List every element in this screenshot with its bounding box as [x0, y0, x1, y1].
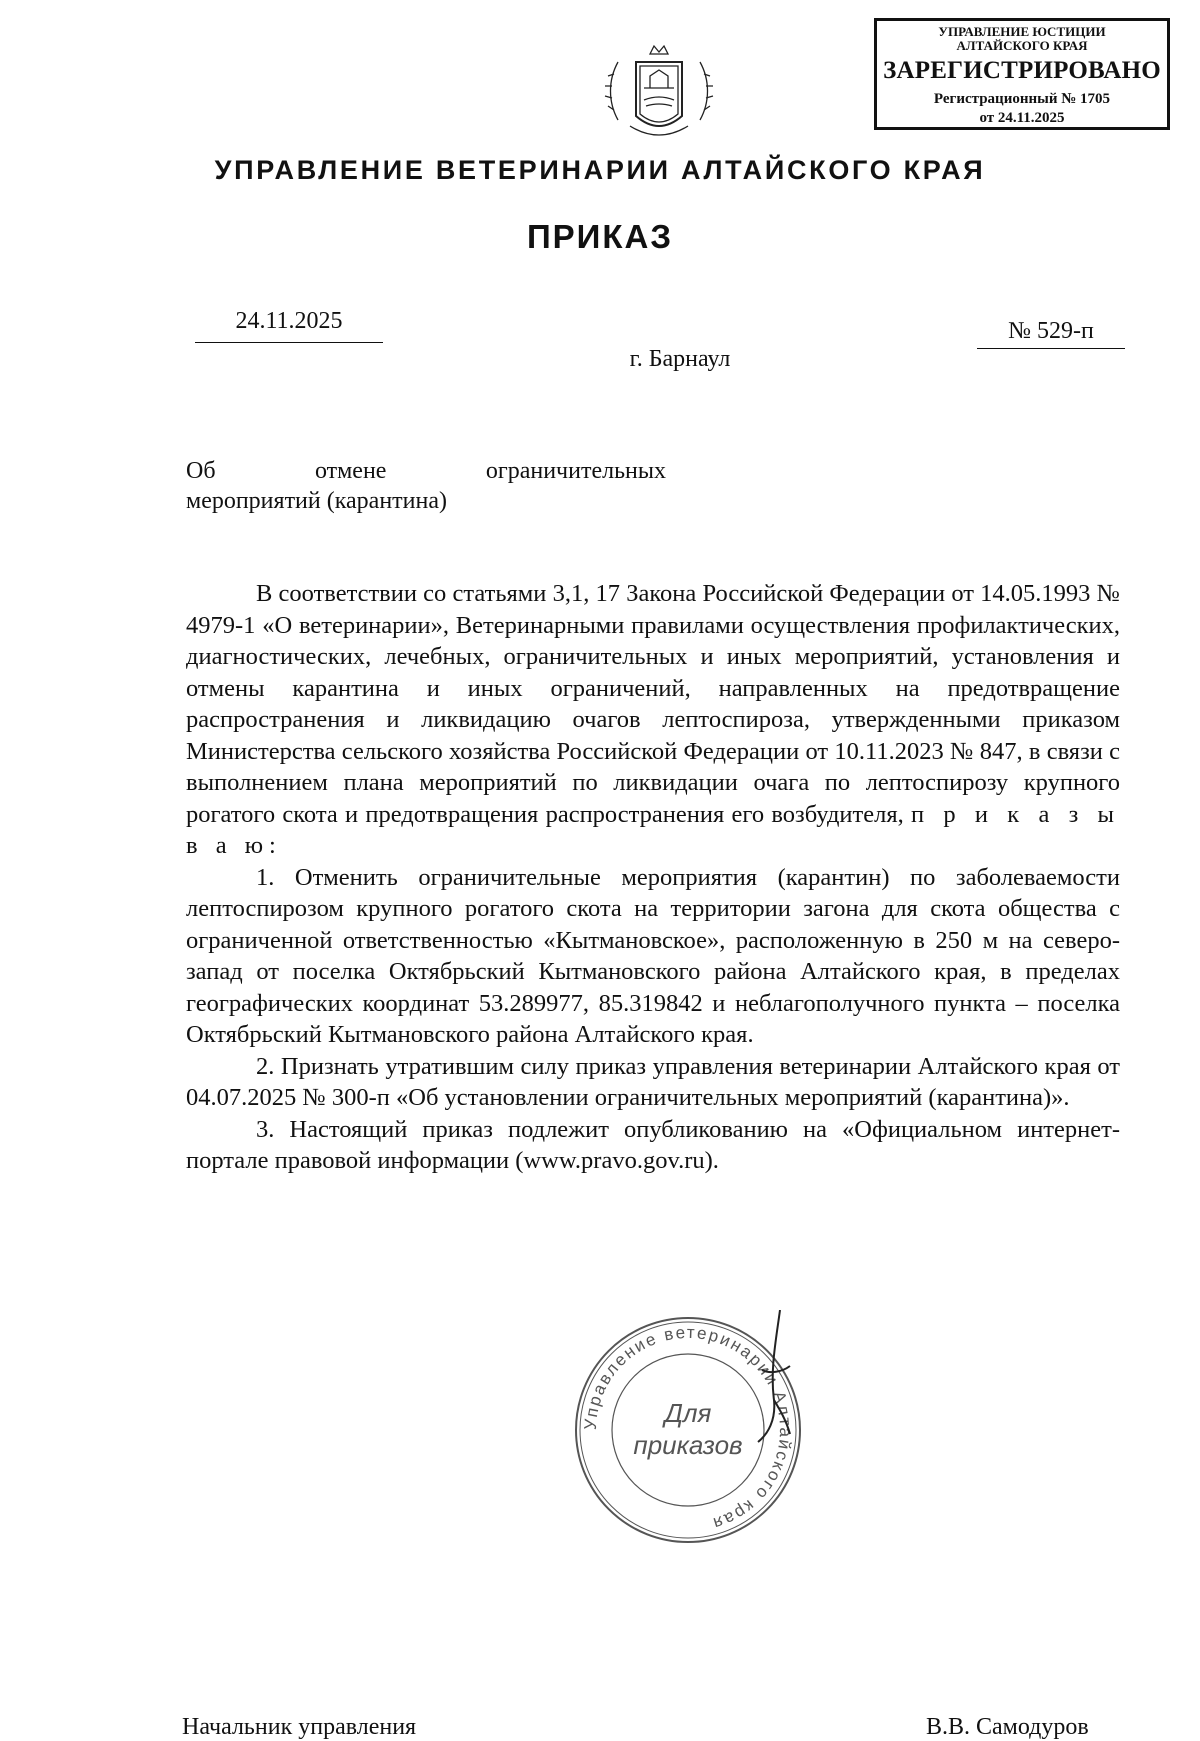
registration-stamp — [874, 18, 1170, 130]
registration-stamp-status: ЗАРЕГИСТРИРОВАНО — [883, 57, 1161, 84]
order-item-1: 1. Отменить ограничительные мероприятия (карантин) по заболеваемости лептоспирозом крупного рогатого скота на территории загона для скота общества с ограниченной ответственностью «Кытмановское», расположенную в 250 м на северо-запад от поселка Октябрьский Кытмановского района Алтайского края, в пределах географических координат 53.289977, 85.319842 и неблагополучного пункта – поселка Октябрьский Кытмановского района Алтайского края. — [186, 863, 1120, 1048]
order-date: 24.11.2025 — [235, 308, 343, 334]
order-decree-word: п р и к а з ы в а ю: — [186, 800, 1121, 859]
registration-stamp-number: Регистрационный № 1705 — [933, 91, 1111, 107]
signatory-title: Начальник управления — [182, 1714, 417, 1740]
order-item-3: 3. Настоящий приказ подлежит опубликованию на «Официальном интернет-портале правовой информации (www.pravo.gov.ru). — [186, 1115, 1120, 1174]
registration-stamp-date: от 24.11.2025 — [979, 110, 1065, 126]
organization-title: УПРАВЛЕНИЕ ВЕТЕРИНАРИИ АЛТАЙСКОГО КРАЯ — [214, 155, 986, 185]
order-subject-line-1: Об отмене ограничительных — [186, 458, 666, 484]
seal-center-line-2: приказов — [633, 1430, 743, 1460]
seal-ring-text: Управление ветеринарии Алтайского края — [580, 1322, 796, 1534]
order-subject-line-2: мероприятий (карантина) — [186, 488, 447, 514]
order-item-2: 2. Признать утратившим силу приказ управления ветеринарии Алтайского края от 04.07.2025 № 300-п «Об установлении ограничительных мероприятий (карантина)». — [186, 1052, 1120, 1111]
order-date-underline — [195, 342, 383, 343]
document-type-heading: ПРИКАЗ — [526, 218, 674, 255]
seal-center-line-1: Для — [664, 1398, 712, 1428]
handwritten-signature — [740, 1310, 800, 1450]
order-preamble — [186, 578, 1120, 862]
coat-of-arms-emblem-icon — [600, 40, 718, 158]
order-subject — [186, 456, 666, 516]
order-number: № 529-п — [1008, 318, 1094, 344]
order-body — [186, 578, 1120, 1177]
signatory-name: В.В. Самодуров — [926, 1714, 1089, 1740]
order-preamble-text: В соответствии со статьями 3,1, 17 Закона Российской Федерации от 14.05.1993 № 4979-1 «О ветеринарии», Ветеринарными правилами осуществления профилактических, диагностических, лечебных, ограничительных и иных мероприятий, установления и отмены карантина и иных ограничений, направленных на предотвращение распространения и ликвидацию очагов лептоспироза, утвержденными приказом Министерства сельского хозяйства Российской Федерации от 10.11.2023 № 847, в связи с выполнением плана мероприятий по ликвидации очага по лептоспирозу крупного рогатого скота и предотвращения распространения его возбудителя, — [186, 580, 1120, 828]
registration-stamp-authority: УПРАВЛЕНИЕ ЮСТИЦИИ — [938, 24, 1106, 39]
order-city: г. Барнаул — [629, 346, 731, 372]
registration-stamp-region: АЛТАЙСКОГО КРАЯ — [956, 38, 1088, 53]
